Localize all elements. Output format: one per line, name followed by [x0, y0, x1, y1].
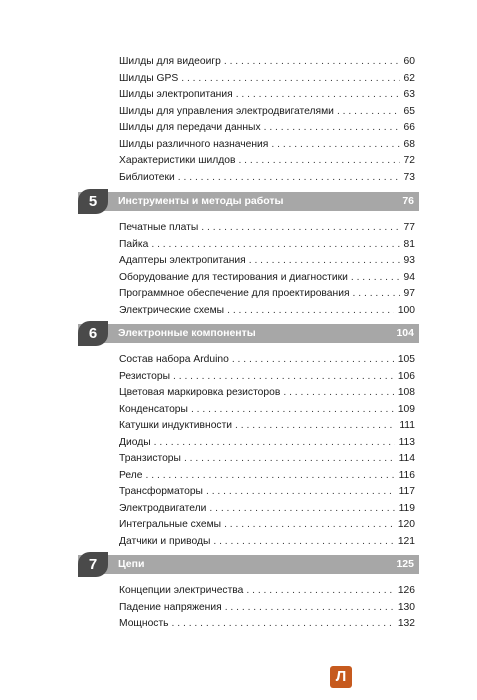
toc-group-4 [119, 583, 415, 633]
toc-entry-page: 105 [397, 354, 415, 365]
toc-entry[interactable] [119, 303, 415, 320]
toc-entry-page: 119 [398, 502, 415, 514]
dot-leader [283, 385, 393, 402]
dot-leader [232, 352, 394, 369]
toc-entry-label: Мощность [119, 618, 169, 629]
dot-leader [353, 286, 400, 303]
chapter-title: Инструменты и методы работы [118, 195, 284, 207]
toc-entry[interactable] [119, 153, 415, 170]
dot-leader [206, 484, 395, 501]
toc-entry-page: 81 [403, 238, 415, 250]
toc-entry[interactable] [119, 402, 415, 419]
dot-leader [201, 220, 399, 237]
toc-entry[interactable] [119, 534, 415, 551]
dot-leader [238, 153, 399, 170]
toc-entry-page: 108 [397, 387, 415, 398]
toc-entry-label: Пайка [119, 238, 149, 250]
toc-entry[interactable] [119, 600, 415, 617]
toc-entry-page: 60 [403, 56, 415, 67]
toc-entry-page: 73 [403, 171, 415, 183]
chapter-title: Цепи [118, 558, 145, 570]
toc-entry[interactable] [119, 120, 415, 137]
toc-entry-page: 116 [398, 469, 415, 481]
toc-entry-label: Шилды для видеоигр [119, 56, 221, 67]
toc-entry-label: Диоды [119, 436, 151, 448]
dot-leader [225, 600, 394, 617]
toc-entry[interactable] [119, 137, 415, 154]
toc-entry-label: Концепции электричества [119, 585, 244, 596]
toc-entry-page: 72 [403, 155, 415, 166]
toc-entry-label: Катушки индуктивности [119, 420, 233, 431]
toc-entry[interactable] [119, 385, 415, 402]
toc-entry[interactable] [119, 87, 415, 104]
toc-entry-page: 63 [403, 89, 415, 100]
toc-entry-page: 65 [403, 105, 415, 117]
toc-entry-label: Электрические схемы [119, 304, 225, 316]
dot-leader [249, 253, 400, 270]
dot-leader [246, 583, 393, 600]
toc-group-2 [119, 220, 415, 319]
toc-entry-page: 132 [397, 618, 415, 629]
chapter-page: 125 [396, 558, 414, 570]
toc-entry-label: Шилды GPS [119, 72, 179, 84]
dot-leader [235, 418, 395, 435]
toc-entry[interactable] [119, 468, 415, 485]
toc-entry-label: Шилды электропитания [119, 89, 233, 100]
dot-leader [178, 170, 400, 187]
toc-entry[interactable] [119, 270, 415, 287]
chapter-number-badge: 7 [78, 552, 108, 577]
toc-entry-page: 68 [403, 138, 415, 150]
dot-leader [213, 534, 393, 551]
dot-leader [146, 468, 395, 485]
toc-entry[interactable] [119, 352, 415, 369]
chapter-number-badge: 5 [78, 189, 108, 214]
toc-entry[interactable] [119, 435, 415, 452]
toc-entry-label: Цветовая маркировка резисторов [119, 387, 281, 398]
toc-entry-label: Печатные платы [119, 222, 199, 233]
chapter-heading-6[interactable] [78, 324, 419, 343]
chapter-number-badge: 6 [78, 321, 108, 346]
toc-entry[interactable] [119, 369, 415, 386]
toc-entry[interactable] [119, 104, 415, 121]
toc-entry[interactable] [119, 253, 415, 270]
dot-leader [236, 87, 400, 104]
toc-entry[interactable] [119, 220, 415, 237]
toc-entry[interactable] [119, 237, 415, 254]
toc-entry-page: 94 [403, 271, 415, 283]
chapter-page: 76 [402, 195, 414, 207]
toc-entry[interactable] [119, 616, 415, 633]
chapter-heading-7[interactable] [78, 555, 419, 574]
toc-entry-label: Падение напряжения [119, 601, 222, 613]
toc-entry-page: 111 [399, 420, 415, 431]
toc-entry-label: Шилды для передачи данных [119, 122, 261, 133]
toc-entry-page: 62 [403, 72, 415, 84]
toc-entry[interactable] [119, 170, 415, 187]
toc-entry-label: Адаптеры электропитания [119, 255, 246, 266]
toc-entry-page: 97 [403, 288, 415, 299]
toc-entry-page: 109 [397, 403, 415, 415]
toc-entry[interactable] [119, 484, 415, 501]
toc-entry[interactable] [119, 54, 415, 71]
toc-entry-page: 93 [403, 255, 415, 266]
toc-entry-label: Электродвигатели [119, 502, 207, 514]
toc-entry-label: Состав набора Arduino [119, 354, 229, 365]
dot-leader [227, 303, 394, 320]
toc-entry-page: 130 [397, 601, 415, 613]
toc-entry-label: Оборудование для тестирования и диагностики [119, 271, 348, 283]
toc-entry-label: Программное обеспечение для проектирования [119, 288, 350, 299]
toc-entry-page: 77 [403, 222, 415, 233]
dot-leader [351, 270, 400, 287]
toc-entry-page: 100 [397, 304, 415, 316]
toc-entry[interactable] [119, 286, 415, 303]
toc-entry-page: 106 [397, 370, 415, 382]
toc-entry-label: Характеристики шилдов [119, 155, 236, 166]
toc-entry[interactable] [119, 501, 415, 518]
dot-leader [337, 104, 400, 121]
dot-leader [172, 616, 394, 633]
toc-entry-page: 126 [397, 585, 415, 596]
toc-entry[interactable] [119, 418, 415, 435]
toc-entry-label: Трансформаторы [119, 486, 203, 497]
toc-entry-label: Конденсаторы [119, 403, 188, 415]
dot-leader [271, 137, 399, 154]
dot-leader [151, 237, 399, 254]
dot-leader [181, 71, 399, 88]
chapter-title: Электронные компоненты [118, 327, 256, 339]
toc-entry-page: 121 [397, 535, 415, 547]
toc-group-1 [119, 54, 415, 186]
dot-leader [184, 451, 395, 468]
dot-leader [191, 402, 394, 419]
toc-entry-label: Шилды для управления электродвигателями [119, 105, 334, 117]
toc-entry-page: 66 [403, 122, 415, 133]
toc-entry[interactable] [119, 71, 415, 88]
dot-leader [224, 54, 400, 71]
dot-leader [209, 501, 394, 518]
chapter-page: 104 [396, 327, 414, 339]
toc-entry-label: Интегральные схемы [119, 519, 222, 530]
toc-entry[interactable] [119, 583, 415, 600]
toc-entry-page: 120 [397, 519, 415, 530]
toc-entry-label: Транзисторы [119, 453, 181, 464]
dot-leader [154, 435, 395, 452]
toc-entry-label: Резисторы [119, 370, 170, 382]
toc-entry-label: Реле [119, 469, 143, 481]
chapter-heading-5[interactable] [78, 192, 419, 211]
dot-leader [173, 369, 394, 386]
publisher-logo-icon: Л [330, 666, 352, 688]
toc-entry-page: 113 [398, 436, 415, 448]
toc-entry-label: Шилды различного назначения [119, 138, 269, 150]
dot-leader [224, 517, 394, 534]
toc-entry[interactable] [119, 517, 415, 534]
toc-entry[interactable] [119, 451, 415, 468]
toc-group-3 [119, 352, 415, 550]
dot-leader [264, 120, 400, 137]
toc-entry-label: Библиотеки [119, 171, 175, 183]
toc-entry-label: Датчики и приводы [119, 535, 211, 547]
toc-entry-page: 114 [398, 453, 415, 464]
toc-entry-page: 117 [398, 486, 415, 497]
